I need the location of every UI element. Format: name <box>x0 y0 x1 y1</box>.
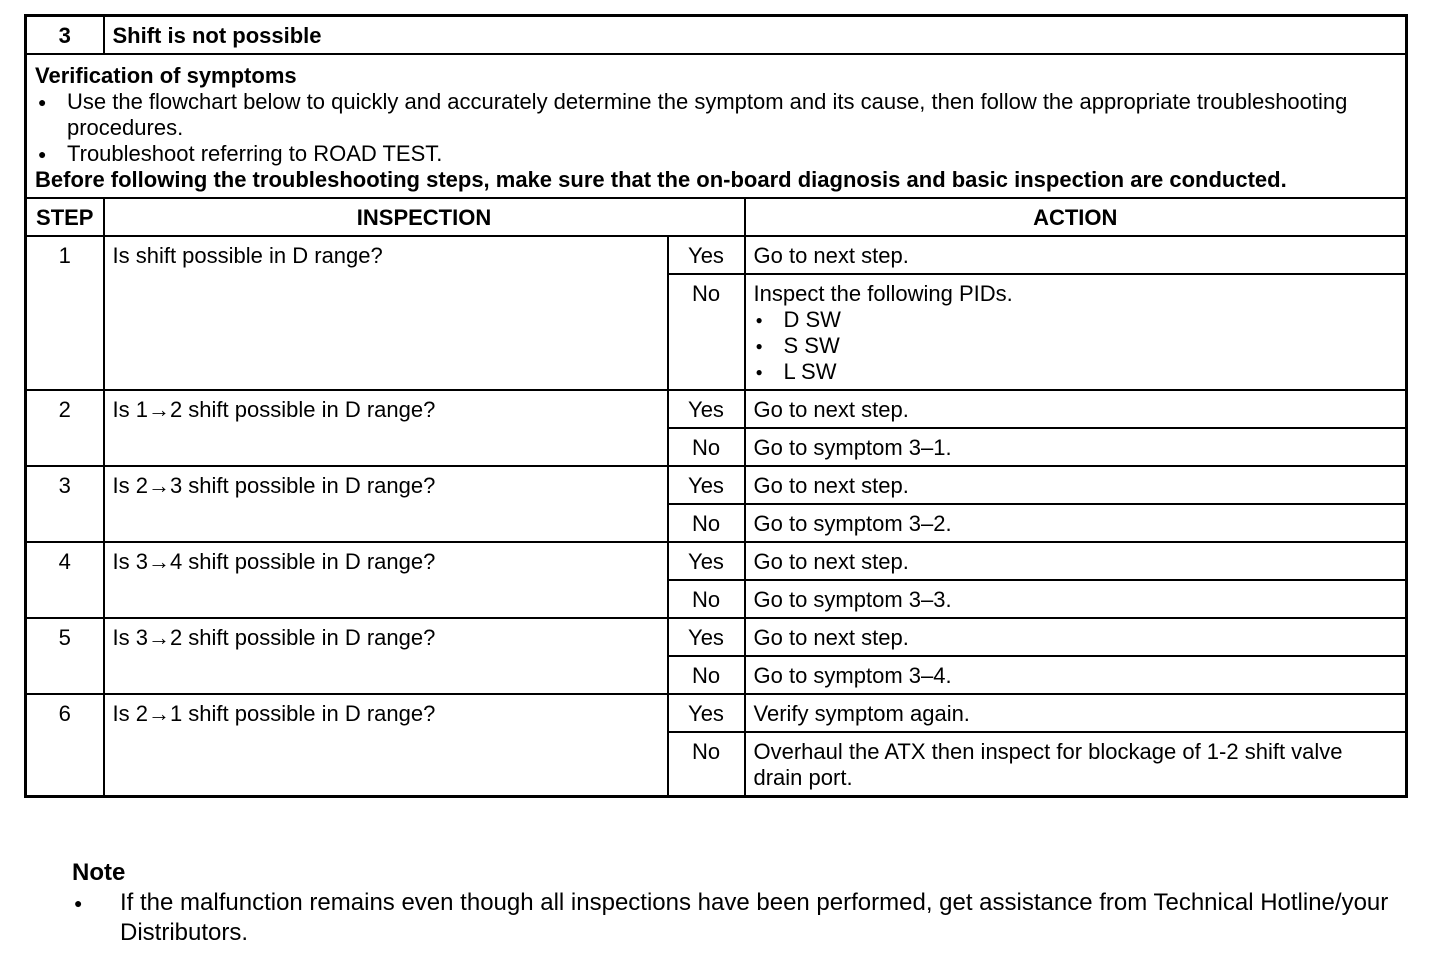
note-item: ● If the malfunction remains even though all inspections have been performed, get assistance from Technical Hotline/your Distributors. <box>72 888 1392 948</box>
verification-bullet-2: ● Troubleshoot referring to ROAD TEST. <box>35 141 1397 167</box>
section-number: 3 <box>26 16 104 55</box>
step-column-header: STEP <box>26 198 104 236</box>
pid-list <box>754 307 1398 385</box>
troubleshooting-document <box>24 14 1405 798</box>
no-action <box>745 274 1407 390</box>
step-row-yes <box>26 694 1407 732</box>
step-number: 4 <box>26 542 104 618</box>
no-action: Go to symptom 3–1. <box>745 428 1407 466</box>
pid-item: ● D SW <box>754 307 1398 333</box>
step-number: 1 <box>26 236 104 390</box>
verification-row <box>26 54 1407 198</box>
action-column-header: ACTION <box>745 198 1407 236</box>
verification-bullets <box>35 89 1397 167</box>
yes-label: Yes <box>668 618 745 656</box>
step-number: 6 <box>26 694 104 797</box>
verification-heading: Verification of symptoms <box>35 63 297 88</box>
no-label: No <box>668 274 745 390</box>
step-row-yes <box>26 390 1407 428</box>
yes-action: Go to next step. <box>745 466 1407 504</box>
step-question: Is 1→2 shift possible in D range? <box>104 390 668 466</box>
yes-action: Go to next step. <box>745 618 1407 656</box>
step-row-yes <box>26 618 1407 656</box>
no-label: No <box>668 732 745 797</box>
no-label: No <box>668 656 745 694</box>
pid-item: ● S SW <box>754 333 1398 359</box>
yes-action: Go to next step. <box>745 390 1407 428</box>
note-title: Note <box>72 859 126 886</box>
step-question: Is shift possible in D range? <box>104 236 668 390</box>
note-section <box>72 858 1392 948</box>
step-row-yes <box>26 466 1407 504</box>
step-question: Is 2→3 shift possible in D range? <box>104 466 668 542</box>
inspection-column-header: INSPECTION <box>104 198 745 236</box>
verification-bullet-1: ● Use the flowchart below to quickly and accurately determine the symptom and its cause, then follow the appropriate troubleshooting procedures. <box>35 89 1397 141</box>
no-action: Go to symptom 3–4. <box>745 656 1407 694</box>
step-row-yes <box>26 236 1407 274</box>
yes-label: Yes <box>668 390 745 428</box>
yes-label: Yes <box>668 694 745 732</box>
step-question: Is 2→1 shift possible in D range? <box>104 694 668 797</box>
step-question: Is 3→2 shift possible in D range? <box>104 618 668 694</box>
no-action: Overhaul the ATX then inspect for blockage of 1-2 shift valve drain port. <box>745 732 1407 797</box>
verification-block <box>26 54 1407 198</box>
section-title: Shift is not possible <box>104 16 1407 55</box>
yes-action: Go to next step. <box>745 236 1407 274</box>
step-number: 2 <box>26 390 104 466</box>
no-label: No <box>668 428 745 466</box>
no-label: No <box>668 504 745 542</box>
verification-warning: Before following the troubleshooting steps, make sure that the on-board diagnosis and basic inspection are conducted. <box>35 167 1287 192</box>
yes-action: Go to next step. <box>745 542 1407 580</box>
no-action: Go to symptom 3–3. <box>745 580 1407 618</box>
pid-item: ● L SW <box>754 359 1398 385</box>
section-header-row <box>26 16 1407 55</box>
no-action-text: Inspect the following PIDs. <box>753 281 1013 306</box>
step-number: 3 <box>26 466 104 542</box>
column-header-row <box>26 198 1407 236</box>
yes-label: Yes <box>668 542 745 580</box>
no-label: No <box>668 580 745 618</box>
yes-action: Verify symptom again. <box>745 694 1407 732</box>
step-number: 5 <box>26 618 104 694</box>
step-row-yes <box>26 542 1407 580</box>
yes-label: Yes <box>668 466 745 504</box>
yes-label: Yes <box>668 236 745 274</box>
step-question: Is 3→4 shift possible in D range? <box>104 542 668 618</box>
troubleshooting-table <box>24 14 1408 798</box>
no-action: Go to symptom 3–2. <box>745 504 1407 542</box>
